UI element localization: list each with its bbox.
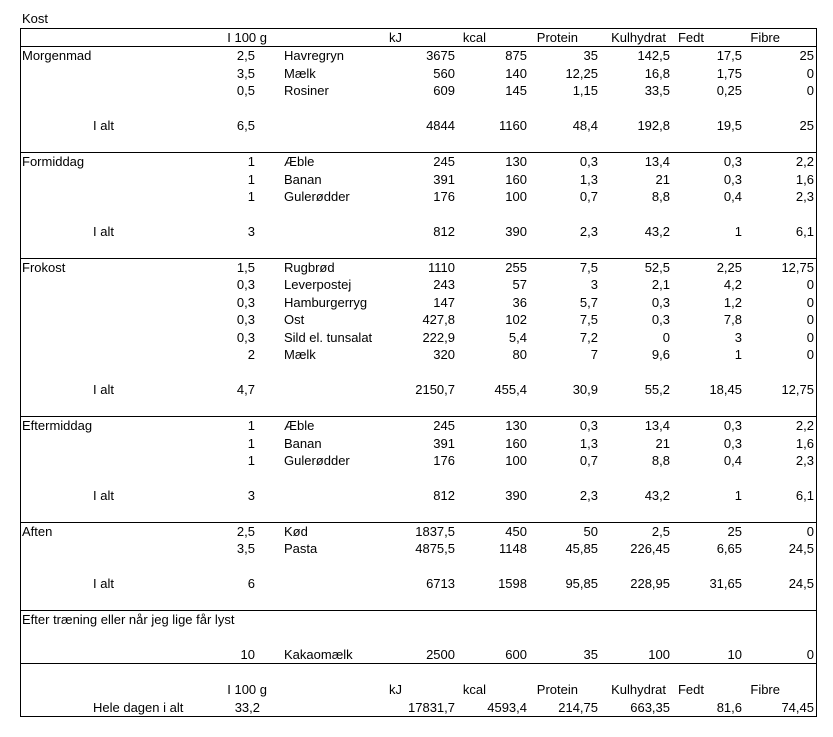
fedt-cell: 81,6 [716,700,742,715]
summary-header-kj: kJ [389,682,402,697]
fibre-cell: 12,75 [781,260,814,275]
kulhydrat-cell: 8,8 [651,189,670,204]
kcal-cell: 455,4 [494,382,527,397]
protein-cell: 7 [590,347,598,362]
kulhydrat-cell: 0 [662,330,670,345]
header-amount: I 100 g [227,30,267,45]
amount-cell: 1 [247,154,255,169]
amount-cell: 0,3 [236,330,255,345]
amount-cell: 1 [247,436,255,451]
kcal-cell: 100 [505,453,527,468]
kcal-cell: 390 [505,224,527,239]
protein-cell: 3 [590,277,598,292]
protein-cell: 35 [583,48,598,63]
amount-cell: 1 [247,172,255,187]
kcal-cell: 390 [505,488,527,503]
kulhydrat-cell: 55,2 [644,382,670,397]
fibre-cell: 24,5 [788,576,814,591]
protein-cell: 0,7 [579,189,598,204]
food-cell: Mælk [284,66,316,81]
food-cell: Æble [284,418,315,433]
food-cell: Rosiner [284,83,329,98]
summary-header-amount: I 100 g [227,682,267,697]
fibre-cell: 6,1 [795,488,814,503]
fedt-cell: 0,3 [723,418,742,433]
amount-cell: 0,3 [236,277,255,292]
fedt-cell: 18,45 [709,382,742,397]
section-name-aften: Aften [22,524,53,539]
kulhydrat-cell: 33,5 [644,83,670,98]
fedt-cell: 17,5 [716,48,742,63]
protein-cell: 0,3 [579,418,598,433]
fedt-cell: 1,75 [716,66,742,81]
food-cell: Mælk [284,347,316,362]
kj-cell: 812 [433,224,455,239]
protein-cell: 0,3 [579,154,598,169]
fibre-cell: 0 [806,83,814,98]
summary-header-protein: Protein [536,682,578,697]
food-cell: Kakaomælk [284,647,353,662]
kulhydrat-cell: 142,5 [637,48,670,63]
kj-cell: 3675 [426,48,455,63]
header-fedt: Fedt [677,30,704,45]
amount-cell: 4,7 [236,382,255,397]
fedt-cell: 0,3 [723,172,742,187]
amount-cell: 3,5 [236,66,255,81]
kulhydrat-cell: 226,45 [630,541,670,556]
kcal-cell: 102 [505,312,527,327]
kcal-cell: 600 [505,647,527,662]
food-cell: Havregryn [284,48,344,63]
kj-cell: 147 [433,295,455,310]
amount-cell: 1,5 [236,260,255,275]
food-cell: Ost [284,312,305,327]
kcal-cell: 160 [505,172,527,187]
fedt-cell: 1 [734,224,742,239]
fedt-cell: 1 [734,347,742,362]
kcal-cell: 57 [512,277,527,292]
kcal-cell: 5,4 [508,330,527,345]
fibre-cell: 25 [799,48,814,63]
kj-cell: 17831,7 [408,700,455,715]
fibre-cell: 1,6 [795,436,814,451]
section-name-formiddag: Formiddag [22,154,85,169]
header-kulhydrat: Kulhydrat [611,30,666,45]
summary-divider [20,663,817,664]
fibre-cell: 0 [806,524,814,539]
fedt-cell: 3 [734,330,742,345]
fibre-cell: 1,6 [795,172,814,187]
kcal-cell: 140 [505,66,527,81]
protein-cell: 45,85 [565,541,598,556]
kj-cell: 391 [433,436,455,451]
kulhydrat-cell: 0,3 [651,312,670,327]
fedt-cell: 0,4 [723,189,742,204]
protein-cell: 1,3 [579,172,598,187]
kcal-cell: 255 [505,260,527,275]
kj-cell: 176 [433,453,455,468]
amount-cell: 10 [240,647,255,662]
fibre-cell: 2,3 [795,189,814,204]
header-protein: Protein [536,30,578,45]
summary-header-fibre: Fibre [750,682,780,697]
kj-cell: 245 [433,154,455,169]
total-label: I alt [93,224,114,239]
protein-cell: 2,3 [579,488,598,503]
header-fibre: Fibre [750,30,780,45]
food-cell: Hamburgerryg [284,295,368,310]
fedt-cell: 19,5 [716,118,742,133]
kulhydrat-cell: 43,2 [644,224,670,239]
protein-cell: 0,7 [579,453,598,468]
food-cell: Sild el. tunsalat [284,330,373,345]
fibre-cell: 12,75 [781,382,814,397]
protein-cell: 95,85 [565,576,598,591]
kcal-cell: 4593,4 [487,700,527,715]
section-name-efter-traening: Efter træning eller når jeg lige får lyst [22,612,235,627]
fedt-cell: 0,4 [723,453,742,468]
amount-cell: 2,5 [236,524,255,539]
kulhydrat-cell: 2,1 [651,277,670,292]
kj-cell: 320 [433,347,455,362]
fedt-cell: 25 [727,524,742,539]
section-name-frokost: Frokost [22,260,66,275]
kj-cell: 243 [433,277,455,292]
kj-cell: 2150,7 [415,382,455,397]
kcal-cell: 160 [505,436,527,451]
fibre-cell: 0 [806,277,814,292]
fibre-cell: 25 [799,118,814,133]
kj-cell: 609 [433,83,455,98]
kj-cell: 176 [433,189,455,204]
fibre-cell: 74,45 [781,700,814,715]
kj-cell: 560 [433,66,455,81]
kcal-cell: 80 [512,347,527,362]
fibre-cell: 6,1 [795,224,814,239]
fedt-cell: 0,3 [723,436,742,451]
amount-cell: 3 [247,224,255,239]
fedt-cell: 1 [734,488,742,503]
amount-cell: 1 [247,453,255,468]
fedt-cell: 6,65 [716,541,742,556]
kj-cell: 1837,5 [415,524,455,539]
amount-cell: 2 [247,347,255,362]
kulhydrat-cell: 663,35 [630,700,670,715]
kcal-cell: 130 [505,154,527,169]
protein-cell: 35 [583,647,598,662]
kulhydrat-cell: 16,8 [644,66,670,81]
kj-cell: 2500 [426,647,455,662]
protein-cell: 7,5 [579,312,598,327]
fedt-cell: 2,25 [716,260,742,275]
kulhydrat-cell: 228,95 [630,576,670,591]
fibre-cell: 0 [806,647,814,662]
kj-cell: 812 [433,488,455,503]
amount-cell: 0,3 [236,295,255,310]
food-cell: Gulerødder [284,453,350,468]
kulhydrat-cell: 43,2 [644,488,670,503]
amount-cell: 3,5 [236,541,255,556]
kulhydrat-cell: 2,5 [651,524,670,539]
protein-cell: 2,3 [579,224,598,239]
kcal-cell: 145 [505,83,527,98]
fibre-cell: 0 [806,66,814,81]
fibre-cell: 2,2 [795,154,814,169]
fibre-cell: 0 [806,295,814,310]
kj-cell: 222,9 [422,330,455,345]
food-cell: Æble [284,154,315,169]
fibre-cell: 2,3 [795,453,814,468]
protein-cell: 5,7 [579,295,598,310]
kulhydrat-cell: 8,8 [651,453,670,468]
protein-cell: 1,15 [572,83,598,98]
kcal-cell: 1598 [498,576,527,591]
kulhydrat-cell: 21 [655,436,670,451]
amount-cell: 1 [247,189,255,204]
fibre-cell: 2,2 [795,418,814,433]
kj-cell: 4875,5 [415,541,455,556]
kj-cell: 427,8 [422,312,455,327]
fedt-cell: 0,3 [723,154,742,169]
sheet-title: Kost [22,11,49,26]
total-label: I alt [93,118,114,133]
fibre-cell: 0 [806,312,814,327]
kcal-cell: 1160 [499,118,527,133]
fedt-cell: 1,2 [723,295,742,310]
food-cell: Banan [284,436,322,451]
kulhydrat-cell: 9,6 [651,347,670,362]
kcal-cell: 100 [505,189,527,204]
kulhydrat-cell: 52,5 [644,260,670,275]
kj-cell: 391 [433,172,455,187]
protein-cell: 7,2 [579,330,598,345]
kcal-cell: 875 [505,48,527,63]
food-cell: Leverpostej [284,277,352,292]
section-name-eftermiddag: Eftermiddag [22,418,93,433]
kj-cell: 4844 [426,118,455,133]
summary-header-kulhydrat: Kulhydrat [611,682,666,697]
section-name-morgenmad: Morgenmad [22,48,92,63]
header-kj: kJ [389,30,402,45]
food-cell: Gulerødder [284,189,350,204]
kcal-cell: 450 [505,524,527,539]
summary-header-kcal: kcal [462,682,486,697]
amount-cell: 3 [247,488,255,503]
summary-label: Hele dagen i alt [93,700,184,715]
kj-cell: 6713 [426,576,455,591]
amount-cell: 0,5 [236,83,255,98]
kcal-cell: 1148 [499,541,527,556]
food-cell: Pasta [284,541,318,556]
food-cell: Rugbrød [284,260,335,275]
fibre-cell: 0 [806,330,814,345]
total-label: I alt [93,576,114,591]
amount-cell: 6 [247,576,255,591]
food-cell: Kød [284,524,308,539]
protein-cell: 12,25 [565,66,598,81]
protein-cell: 30,9 [572,382,598,397]
fedt-cell: 31,65 [709,576,742,591]
amount-cell: 0,3 [236,312,255,327]
amount-cell: 33,2 [234,700,260,715]
fedt-cell: 7,8 [723,312,742,327]
protein-cell: 7,5 [579,260,598,275]
header-kcal: kcal [462,30,486,45]
fibre-cell: 24,5 [788,541,814,556]
protein-cell: 1,3 [579,436,598,451]
kulhydrat-cell: 0,3 [651,295,670,310]
fedt-cell: 4,2 [723,277,742,292]
fibre-cell: 0 [806,347,814,362]
fedt-cell: 10 [727,647,742,662]
food-cell: Banan [284,172,322,187]
summary-header-fedt: Fedt [677,682,704,697]
kulhydrat-cell: 192,8 [637,118,670,133]
total-label: I alt [93,488,114,503]
protein-cell: 214,75 [558,700,598,715]
total-label: I alt [93,382,114,397]
protein-cell: 48,4 [572,118,598,133]
kulhydrat-cell: 13,4 [644,418,670,433]
kj-cell: 1110 [428,260,455,275]
kulhydrat-cell: 100 [648,647,670,662]
protein-cell: 50 [583,524,598,539]
amount-cell: 2,5 [236,48,255,63]
kcal-cell: 130 [505,418,527,433]
amount-cell: 6,5 [236,118,255,133]
amount-cell: 1 [247,418,255,433]
kj-cell: 245 [433,418,455,433]
kcal-cell: 36 [512,295,527,310]
kulhydrat-cell: 21 [655,172,670,187]
kulhydrat-cell: 13,4 [644,154,670,169]
fedt-cell: 0,25 [716,83,742,98]
